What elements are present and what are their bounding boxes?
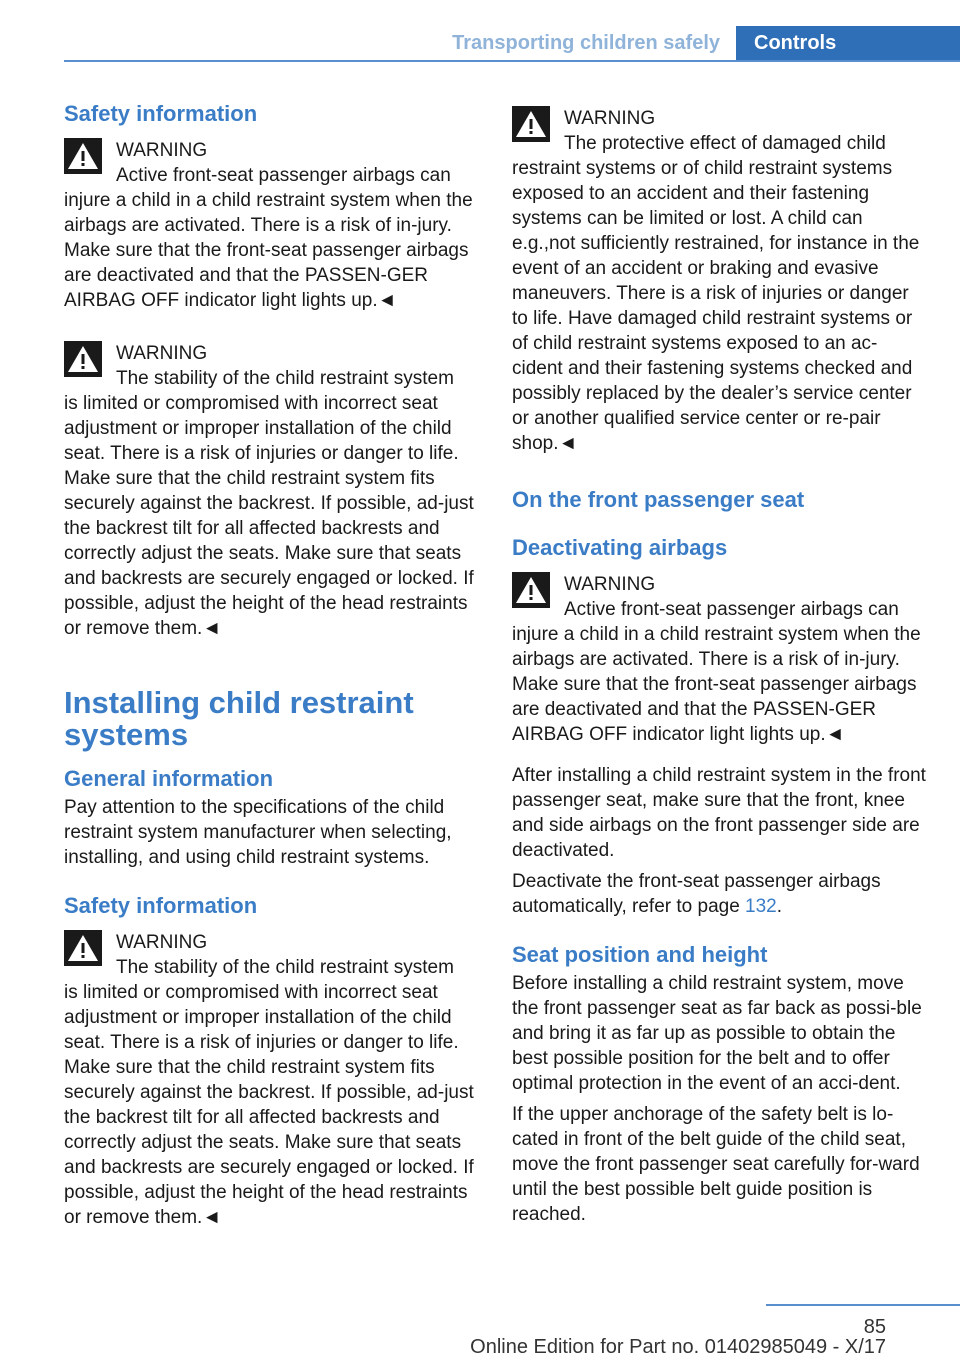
seat-position-heading: Seat position and height	[512, 942, 768, 967]
warning-label: WARNING	[116, 932, 208, 953]
seat-position-text-1: Before installing a child restraint system, move the front passenger seat as far back as possi-ble and bring it as far up as possible to obtain the best possible position for the belt and to offer optimal protection in the event of an acci-dent.	[512, 973, 922, 1094]
page-number: 85	[863, 1316, 886, 1338]
deactivate-airbags-text	[512, 869, 926, 919]
warning-text: is limited or compromised with incorrect seat adjustment or improper installation of the child seat. There is a risk of injuries or danger to life. Make sure that the child restraint system fits securely against the backrest. If possible, ad-just the backrest tilt for all affected backrests and correctly adjust the seats. Make sure that seats and backrests are securely engaged or locked. If possible, adjust the height of the head restraints or remove them.◄	[64, 982, 474, 1228]
general-information-text: Pay attention to the specifications of the child restraint system manufacturer when selecting, installing, and using child restraint systems.	[64, 797, 452, 868]
installing-heading: Installing child restraint systems	[64, 685, 414, 752]
warning-icon	[512, 106, 550, 142]
footer-edition: Online Edition for Part no. 01402985049 - X/17	[470, 1336, 886, 1358]
seat-position-text-2: If the upper anchorage of the safety belt is lo-cated in front of the belt guide of the child seat, move the front passenger seat carefully for-ward until the best possible belt guide position is reached.	[512, 1104, 920, 1225]
left-column	[64, 100, 478, 1254]
deactivate-text-suffix: .	[776, 896, 783, 917]
warning-icon	[64, 138, 102, 174]
warning-icon	[64, 341, 102, 377]
safety-information-heading-2: Safety information	[64, 893, 258, 918]
warning-icon	[64, 930, 102, 966]
header-chapter-tab: Controls	[736, 26, 960, 60]
warning-label: WARNING	[564, 108, 656, 129]
warning-first-line: The stability of the child restraint system	[116, 368, 454, 389]
warning-first-line: The stability of the child restraint system	[116, 957, 454, 978]
warning-block	[64, 337, 478, 641]
footer-rule	[766, 1304, 960, 1306]
header-section-title: Transporting children safely	[452, 32, 720, 54]
warning-label: WARNING	[564, 574, 656, 595]
right-column	[512, 102, 926, 1237]
deactivating-airbags-heading: Deactivating airbags	[512, 535, 728, 560]
warning-text: is limited or compromised with incorrect seat adjustment or improper installation of the child seat. There is a risk of injuries or danger to life. Make sure that the child restraint system fits securely against the backrest. If possible, ad-just the backrest tilt for all affected backrests and correctly adjust the seats. Make sure that seats and backrests are securely engaged or locked. If possible, adjust the height of the head restraints or remove them.◄	[64, 393, 474, 639]
warning-first-line: Active front-seat passenger airbags can	[564, 599, 899, 620]
warning-label: WARNING	[116, 343, 208, 364]
warning-block	[512, 102, 926, 456]
warning-text: injure a child in a child restraint system when the airbags are activated. There is a risk of in-jury. Make sure that the front-seat passenger airbags are deactivated and that the PASSEN-GER AIRBAG OFF indicator light lights up.◄	[512, 624, 921, 745]
header-rule	[64, 60, 960, 62]
after-installing-text: After installing a child restraint system in the front passenger seat, make sure that the front, knee and side airbags on the front passenger side are deactivated.	[512, 765, 926, 861]
warning-text: restraint systems or of child restraint systems exposed to an accident and their fastening systems can be limited or lost. A child can e.g.,not sufficiently restrained, for instance in the event of an accident or braking and evasive maneuvers. There is a risk of injuries or danger to life. Have damaged child restraint systems or of child restraint systems exposed to an ac-cident and their fastening systems checked and possibly replaced by the dealer’s service center or another qualified service center or re-pair shop.◄	[512, 158, 920, 454]
page-link[interactable]: 132	[745, 896, 777, 917]
warning-first-line: The protective effect of damaged child	[564, 133, 886, 154]
warning-block	[64, 134, 478, 313]
safety-information-heading: Safety information	[64, 101, 258, 126]
warning-block	[64, 926, 478, 1230]
general-information-heading: General information	[64, 766, 274, 791]
warning-icon	[512, 572, 550, 608]
warning-label: WARNING	[116, 140, 208, 161]
warning-text: injure a child in a child restraint system when the airbags are activated. There is a risk of in-jury. Make sure that the front-seat passenger airbags are deactivated and that the PASSEN-GER AIRBAG OFF indicator light lights up.◄	[64, 190, 473, 311]
warning-first-line: Active front-seat passenger airbags can	[116, 165, 451, 186]
front-passenger-seat-heading: On the front passenger seat	[512, 487, 805, 512]
warning-block	[512, 568, 926, 747]
deactivate-text-prefix: Deactivate the front-seat passenger airbags automatically, refer to page	[512, 871, 881, 917]
